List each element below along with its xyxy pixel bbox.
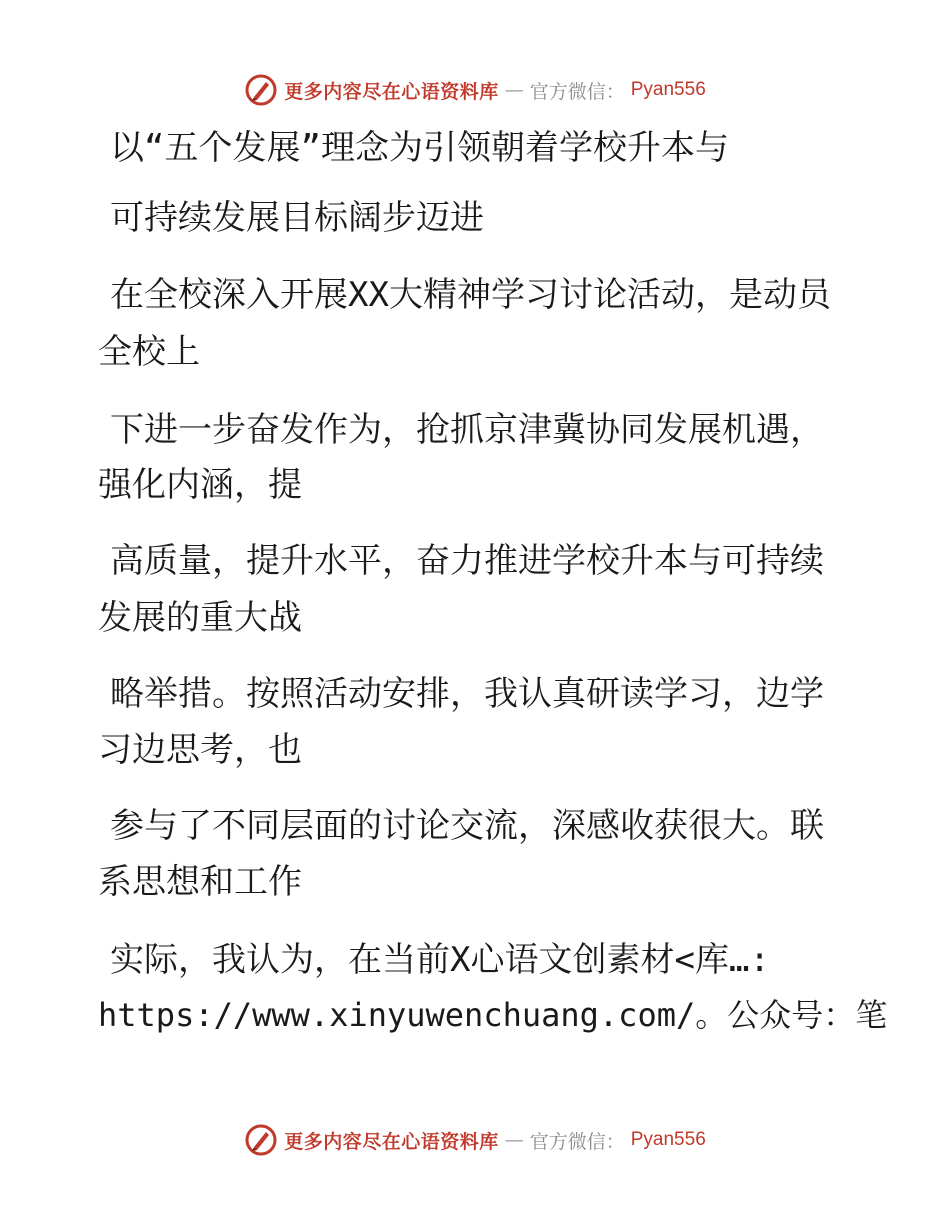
text-line: 参与了不同层面的讨论交流，深感收获很大。联 <box>110 806 824 846</box>
text-line: 下进一步奋发作为，抢抓京津冀协同发展机遇， <box>110 410 824 450</box>
text-line: 强化内涵，提 <box>98 465 302 505</box>
text-line: 可持续发展目标阔步迈进 <box>110 198 484 238</box>
text-line: 实际，我认为，在当前X心语文创素材<库…: <box>110 940 770 980</box>
banner-separator: — <box>504 1129 524 1151</box>
pen-logo-icon <box>244 73 278 107</box>
text-line: 高质量，提升水平，奋力推进学校升本与可持续 <box>110 541 824 581</box>
text-line-link: https://www.xinyuwenchuang.com/。公众号：笔 <box>98 996 888 1034</box>
text-line: 略举措。按照活动安排，我认真研读学习，边学 <box>110 674 824 714</box>
pen-logo-icon <box>244 1123 278 1157</box>
banner-title: 更多内容尽在心语资料库 <box>284 1130 499 1153</box>
banner-wechat-id: Pyan556 <box>630 1129 706 1150</box>
text-line: 以“五个发展”理念为引领朝着学校升本与 <box>110 128 729 168</box>
text-line: 习边思考，也 <box>98 730 302 770</box>
text-line: 发展的重大战 <box>98 598 302 638</box>
banner-wechat-label: 官方微信： <box>529 80 625 103</box>
banner-title: 更多内容尽在心语资料库 <box>284 80 499 103</box>
banner-wechat-id: Pyan556 <box>630 79 706 100</box>
banner-wechat-label: 官方微信： <box>529 1130 625 1153</box>
header-banner <box>0 70 950 110</box>
text-line: 系思想和工作 <box>98 862 302 902</box>
footer-banner <box>0 1120 950 1160</box>
text-line: 在全校深入开展XX大精神学习讨论活动，是动员 <box>110 275 831 315</box>
banner-separator: — <box>504 79 524 101</box>
text-line: 全校上 <box>98 332 200 372</box>
